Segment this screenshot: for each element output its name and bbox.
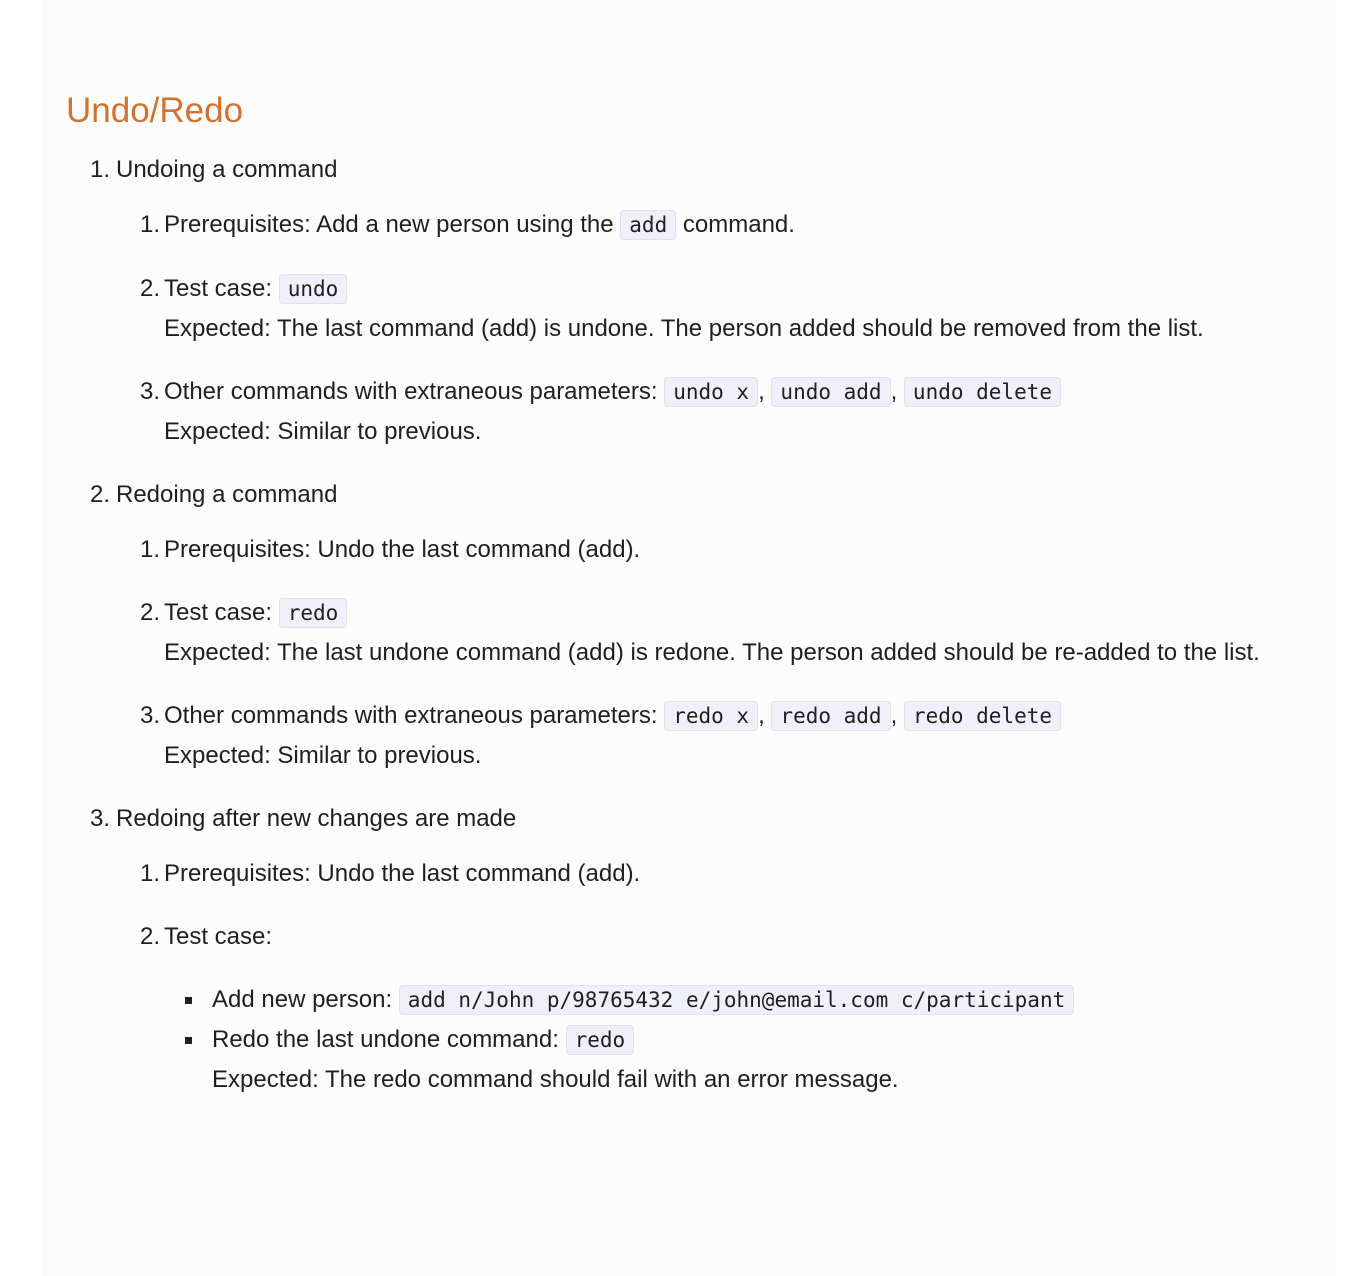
code-snippet: redo add bbox=[771, 701, 890, 731]
code-snippet: undo add bbox=[771, 377, 890, 407]
code-snippet: add n/John p/98765432 e/john@email.com c/participant bbox=[399, 985, 1074, 1015]
code-snippet: redo x bbox=[664, 701, 758, 731]
sub-item-prerequisites: 1. Prerequisites: Add a new person using the add command. bbox=[139, 211, 795, 238]
sub-item-test-case: 2. Test case: redo Expected: The last undone command (add) is redone. The person added should be re-added to the list. bbox=[116, 593, 1316, 672]
list-item-title: Redoing a command bbox=[116, 481, 338, 508]
list-item-redoing: 2. Redoing a command 1. Prerequisites: Undo the last command (add). 2. Test case: redo Expected: The last undone command (add) is redone. The person added should be re-added to the list. 3. Other commands with extraneous parameters: redo x , redo add , redo delete Expected: Similar to previous. bbox=[66, 475, 1316, 775]
bullet-list bbox=[164, 980, 1316, 1099]
sub-item-prerequisites: 1. Prerequisites: Undo the last command (add). bbox=[139, 536, 641, 563]
test-list bbox=[66, 150, 1316, 1099]
expected-text: Expected: The redo command should fail with an error message. bbox=[212, 1066, 899, 1093]
bullet-item: Redo the last undone command: redo Expected: The redo command should fail with an error message. bbox=[164, 1020, 1316, 1099]
sub-item-extraneous: 3. Other commands with extraneous parameters: undo x , undo add , undo delete Expected: Similar to previous. bbox=[116, 372, 1316, 451]
expected-text: Expected: Similar to previous. bbox=[164, 742, 482, 769]
code-snippet: redo delete bbox=[904, 701, 1061, 731]
document-content bbox=[66, 90, 1316, 1123]
section-heading: Undo/Redo bbox=[66, 91, 244, 130]
sub-item-prerequisites: 1. Prerequisites: Undo the last command (add). bbox=[139, 860, 641, 887]
list-item-redoing-after-changes: 3. Redoing after new changes are made 1. Prerequisites: Undo the last command (add). 2. Test case: Add new person: add n/John p/98765432 e/john@email.com c/participant Redo the last undone command: redo Expected: The redo command should fail with an error message. bbox=[66, 799, 1316, 1099]
sub-item-test-case: 2. Test case: Add new person: add n/John p/98765432 e/john@email.com c/participant Redo the last undone command: redo Expected: The redo command should fail with an error message. bbox=[116, 917, 1316, 1099]
document-page bbox=[42, 0, 1336, 1276]
code-snippet: redo bbox=[566, 1025, 635, 1055]
code-snippet: undo bbox=[279, 274, 348, 304]
square-bullet-icon bbox=[185, 997, 192, 1004]
expected-text: Expected: The last command (add) is undone. The person added should be removed from the list. bbox=[164, 315, 1204, 342]
code-snippet: undo delete bbox=[904, 377, 1061, 407]
sub-item-extraneous: 3. Other commands with extraneous parameters: redo x , redo add , redo delete Expected: Similar to previous. bbox=[116, 696, 1316, 775]
bullet-item: Add new person: add n/John p/98765432 e/john@email.com c/participant bbox=[164, 980, 1316, 1020]
code-snippet: redo bbox=[279, 598, 348, 628]
list-item-title: Undoing a command bbox=[116, 156, 338, 183]
sub-list bbox=[116, 530, 1316, 775]
list-item-title: Redoing after new changes are made bbox=[116, 805, 517, 832]
code-snippet: add bbox=[620, 210, 676, 240]
sub-list bbox=[116, 205, 1316, 451]
code-snippet: undo x bbox=[664, 377, 758, 407]
expected-text: Expected: The last undone command (add) is redone. The person added should be re-added to the list. bbox=[164, 639, 1260, 666]
list-item-undoing: 1. Undoing a command 1. Prerequisites: Add a new person using the add command. 2. Test case: undo Expected: The last command (add) is undone. The person added should be removed from the list. 3. Other commands with extraneous parameters: undo x , undo add , undo delete Expected: Similar to previous. bbox=[66, 150, 1316, 451]
sub-item-test-case: 2. Test case: undo Expected: The last command (add) is undone. The person added should be removed from the list. bbox=[116, 269, 1316, 348]
sub-list bbox=[116, 854, 1316, 1099]
expected-text: Expected: Similar to previous. bbox=[164, 418, 482, 445]
square-bullet-icon bbox=[185, 1037, 192, 1044]
